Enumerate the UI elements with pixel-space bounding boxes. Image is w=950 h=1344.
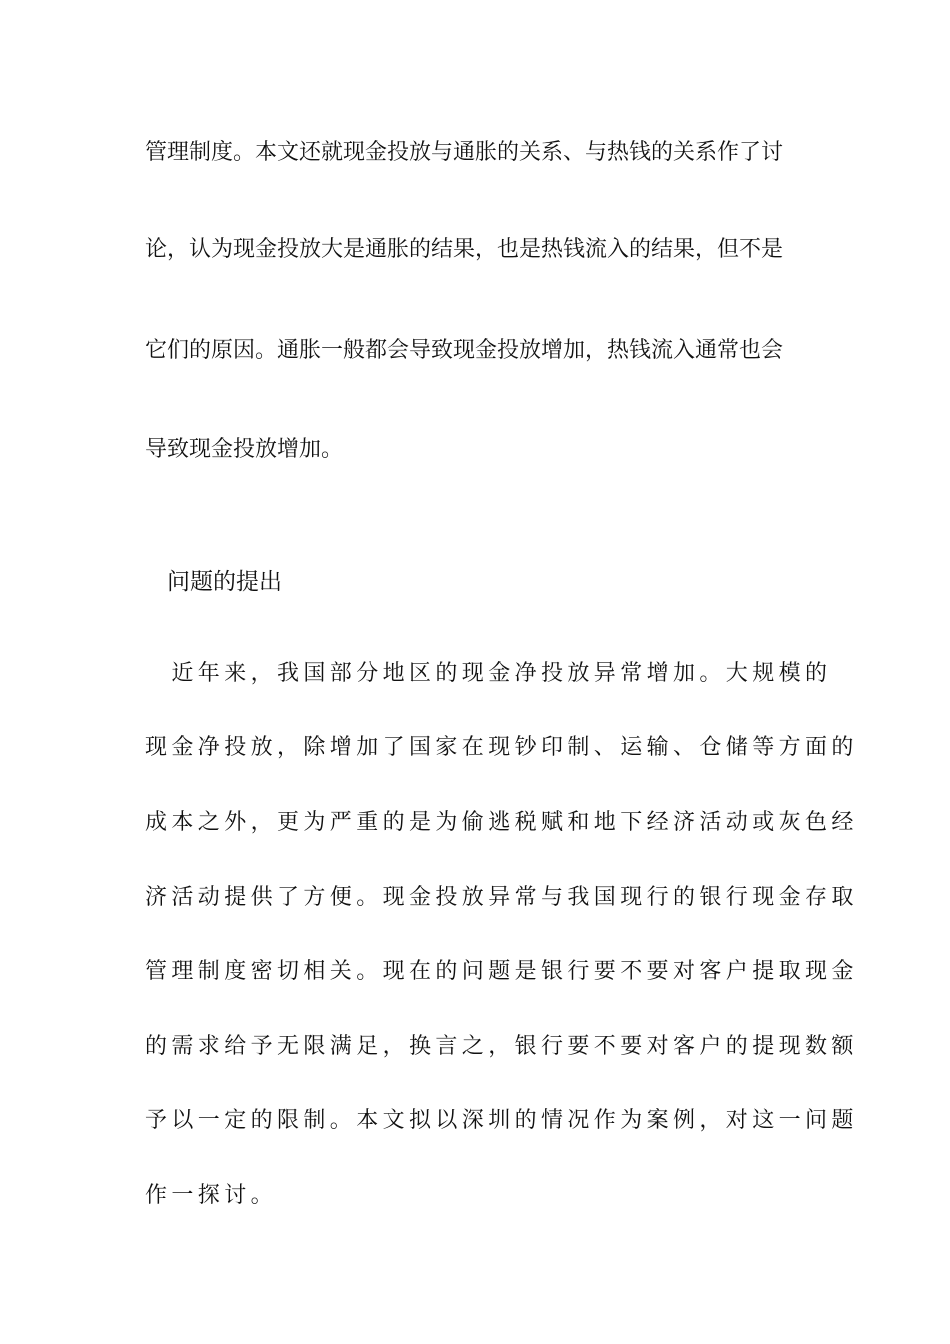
- paragraph-1-line-2: 论，认为现金投放大是通胀的结果，也是热钱流入的结果，但不是: [145, 237, 784, 262]
- paragraph-2-line-2: 现金净投放，除增加了国家在现钞印制、运输、仓储等方面的: [145, 735, 858, 760]
- paragraph-2-line-3: 成本之外，更为严重的是为偷逃税赋和地下经济活动或灰色经: [145, 810, 858, 835]
- paragraph-2-line-4: 济活动提供了方便。现金投放异常与我国现行的银行现金存取: [145, 885, 858, 910]
- paragraph-2-line-8: 作一探讨。: [145, 1183, 278, 1208]
- paragraph-2-line-7: 予以一定的限制。本文拟以深圳的情况作为案例，对这一问题: [145, 1108, 858, 1133]
- paragraph-2-line-5: 管理制度密切相关。现在的问题是银行要不要对客户提取现金: [145, 959, 858, 984]
- paragraph-2-line-6: 的需求给予无限满足，换言之，银行要不要对客户的提现数额: [145, 1034, 858, 1059]
- paragraph-1-line-4: 导致现金投放增加。: [145, 437, 344, 462]
- paragraph-1-line-1: 管理制度。本文还就现金投放与通胀的关系、与热钱的关系作了讨: [145, 140, 784, 165]
- section-heading: 问题的提出: [167, 569, 282, 595]
- paragraph-1-line-3: 它们的原因。通胀一般都会导致现金投放增加，热钱流入通常也会: [145, 338, 784, 363]
- paragraph-2-line-1: 近年来，我国部分地区的现金净投放异常增加。大规模的: [145, 661, 832, 686]
